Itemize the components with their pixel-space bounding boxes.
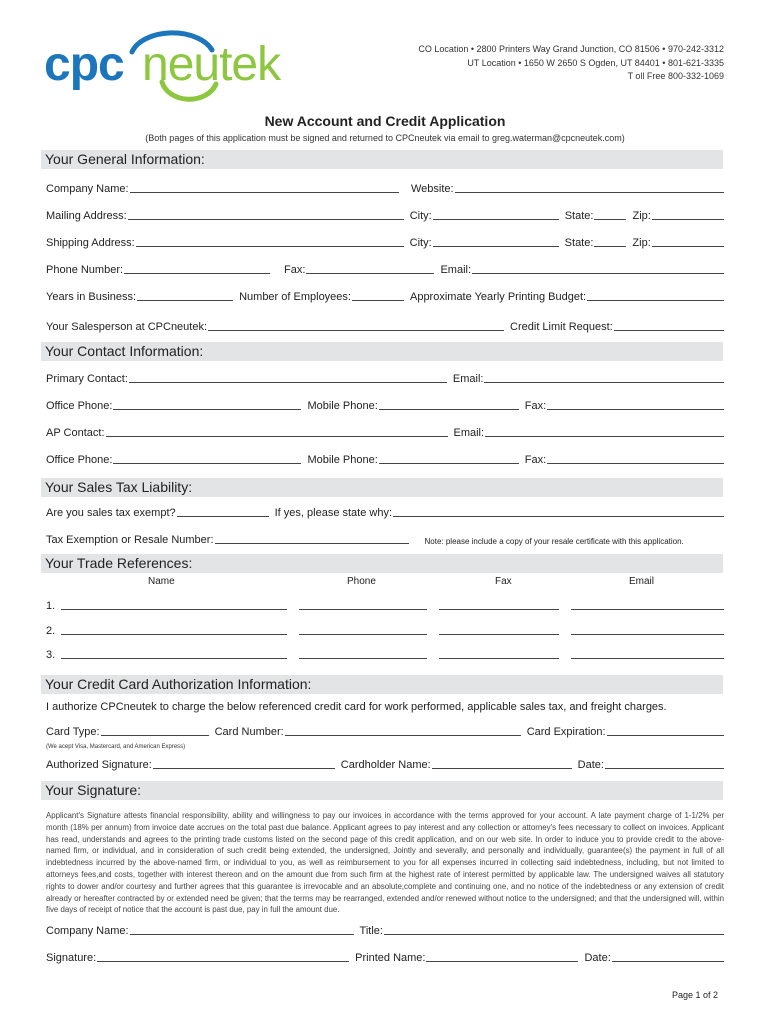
row-signature — [46, 952, 724, 964]
email-field[interactable] — [485, 436, 724, 437]
column-email: Email — [629, 576, 655, 587]
printing-budget-label: Approximate Yearly Printing Budget: — [409, 291, 587, 303]
reference-name-field[interactable] — [61, 609, 287, 610]
authorized-signature-field[interactable] — [153, 768, 335, 769]
reference-phone-field[interactable] — [299, 609, 427, 610]
company-name-label: Company Name: — [46, 925, 129, 937]
state-field[interactable] — [594, 219, 626, 220]
fax-label: Fax: — [284, 264, 306, 276]
printed-name-label: Printed Name: — [355, 952, 426, 964]
authorized-signature-label: Authorized Signature: — [46, 759, 152, 771]
number-of-employees-field[interactable] — [352, 300, 404, 301]
section-signature: Your Signature: — [41, 781, 723, 800]
mobile-phone-field[interactable] — [379, 409, 519, 410]
row-business-details — [46, 291, 724, 303]
reference-name-field[interactable] — [61, 658, 287, 659]
website-label: Website: — [410, 183, 454, 195]
reference-email-field[interactable] — [571, 609, 724, 610]
row-salesperson-credit — [46, 321, 724, 333]
reference-fax-field[interactable] — [439, 658, 559, 659]
signature-label: Signature: — [46, 952, 97, 964]
row-tax-exempt — [46, 507, 724, 519]
zip-field[interactable] — [652, 219, 724, 220]
card-number-field[interactable] — [285, 735, 521, 736]
row-card-details — [46, 726, 724, 738]
page-title: New Account and Credit Application — [264, 113, 506, 129]
card-type-label: Card Type: — [46, 726, 100, 738]
state-label: State: — [564, 210, 594, 222]
salesperson-label: Your Salesperson at CPCneutek: — [46, 321, 208, 333]
date-field[interactable] — [612, 961, 724, 962]
ap-contact-field[interactable] — [106, 436, 448, 437]
website-field[interactable] — [455, 192, 724, 193]
card-number-label: Card Number: — [214, 726, 284, 738]
tax-exempt-label: Are you sales tax exempt? — [46, 507, 176, 519]
signature-field[interactable] — [97, 961, 349, 962]
row-authorized-signature — [46, 759, 724, 771]
mailing-address-label: Mailing Address: — [46, 210, 127, 222]
column-fax: Fax — [495, 576, 512, 587]
row-company-title — [46, 925, 724, 937]
exemption-number-field[interactable] — [215, 543, 409, 544]
state-label: State: — [564, 237, 594, 249]
date-label: Date: — [577, 759, 604, 771]
years-in-business-field[interactable] — [137, 300, 233, 301]
row-number: 1. — [46, 600, 56, 612]
zip-field[interactable] — [652, 246, 724, 247]
primary-contact-label: Primary Contact: — [46, 373, 128, 385]
reference-email-field[interactable] — [571, 634, 724, 635]
title-label: Title: — [359, 925, 383, 937]
if-yes-label: If yes, please state why: — [274, 507, 393, 519]
phone-number-field[interactable] — [124, 273, 270, 274]
section-sales-tax: Your Sales Tax Liability: — [41, 478, 723, 497]
cpcneutek-logo — [44, 22, 314, 106]
email-field[interactable] — [472, 273, 724, 274]
reference-phone-field[interactable] — [299, 634, 427, 635]
office-phone-field[interactable] — [113, 409, 301, 410]
reference-name-field[interactable] — [61, 634, 287, 635]
fax-label: Fax: — [524, 454, 547, 466]
trade-reference-row — [46, 649, 724, 661]
state-field[interactable] — [594, 246, 626, 247]
section-trade-references: Your Trade References: — [41, 554, 723, 573]
section-general-information: Your General Information: — [41, 150, 723, 169]
title-field[interactable] — [384, 934, 724, 935]
cardholder-name-field[interactable] — [432, 768, 572, 769]
trade-reference-row — [46, 600, 724, 612]
credit-limit-field[interactable] — [614, 330, 724, 331]
zip-label: Zip: — [632, 210, 651, 222]
ut-location-line: UT Location • 1650 W 2650 S Ogden, UT 84401 • 801-621-3335 — [467, 57, 724, 68]
email-label: Email: — [453, 427, 485, 439]
page-number: Page 1 of 2 — [671, 990, 718, 1000]
row-number: 3. — [46, 649, 56, 661]
office-phone-label: Office Phone: — [46, 454, 113, 466]
city-field[interactable] — [433, 219, 559, 220]
svg-text:neutek: neutek — [142, 38, 281, 91]
address-block — [418, 43, 724, 84]
trade-reference-row — [46, 625, 724, 637]
mobile-phone-label: Mobile Phone: — [307, 400, 378, 412]
cardholder-name-label: Cardholder Name: — [340, 759, 431, 771]
column-phone: Phone — [347, 576, 376, 587]
email-label: Email: — [440, 264, 472, 276]
row-company-website — [46, 183, 724, 195]
ap-contact-label: AP Contact: — [46, 427, 105, 439]
authorize-text: I authorize CPCneutek to charge the below referenced credit card for work performed, applicable sales tax, and freight charges. — [46, 701, 667, 713]
row-number: 2. — [46, 625, 56, 637]
row-ap-contact — [46, 427, 724, 439]
printed-name-field[interactable] — [426, 961, 578, 962]
reference-phone-field[interactable] — [299, 658, 427, 659]
card-expiration-label: Card Expiration: — [526, 726, 606, 738]
tax-exempt-field[interactable] — [177, 516, 269, 517]
row-office-mobile-fax — [46, 400, 724, 412]
zip-label: Zip: — [632, 237, 651, 249]
fax-label: Fax: — [524, 400, 547, 412]
city-label: City: — [409, 210, 432, 222]
salesperson-field[interactable] — [208, 330, 504, 331]
shipping-address-label: Shipping Address: — [46, 237, 135, 249]
card-type-field[interactable] — [101, 735, 209, 736]
mobile-phone-label: Mobile Phone: — [307, 454, 378, 466]
exemption-number-label: Tax Exemption or Resale Number: — [46, 534, 214, 546]
fax-field[interactable] — [547, 463, 724, 464]
fax-field[interactable] — [306, 273, 434, 274]
printing-budget-field[interactable] — [587, 300, 724, 301]
company-name-field[interactable] — [130, 192, 399, 193]
email-label: Email: — [452, 373, 484, 385]
credit-limit-label: Credit Limit Request: — [510, 321, 613, 333]
city-label: City: — [409, 237, 432, 249]
reference-fax-field[interactable] — [439, 609, 559, 610]
page-subtitle: (Both pages of this application must be signed and returned to CPCneutek via email to greg.waterman@cpcneutek.com) — [145, 133, 625, 143]
years-in-business-label: Years in Business: — [46, 291, 137, 303]
number-of-employees-label: Number of Employees: — [239, 291, 351, 303]
city-field[interactable] — [433, 246, 559, 247]
resale-certificate-note: Note: please include a copy of your resale certificate with this application. — [424, 537, 684, 546]
email-field[interactable] — [484, 382, 724, 383]
reference-fax-field[interactable] — [439, 634, 559, 635]
row-shipping-address — [46, 237, 724, 249]
if-yes-field[interactable] — [393, 516, 724, 517]
office-phone-label: Office Phone: — [46, 400, 113, 412]
svg-text:cpc: cpc — [44, 38, 124, 91]
company-name-label: Company Name: — [46, 183, 129, 195]
toll-free-line: T oll Free 800-332-1069 — [627, 71, 724, 81]
phone-number-label: Phone Number: — [46, 264, 124, 276]
co-location-line: CO Location • 2800 Printers Way Grand Junction, CO 81506 • 970-242-3312 — [418, 44, 724, 54]
row-office-mobile-fax-2 — [46, 454, 724, 466]
reference-email-field[interactable] — [571, 658, 724, 659]
terms-paragraph: Applicant's Signature attests financial responsibility, ability and willingness to pay our invoices in accordance with the terms approved for your account. A late payment charge of 1-1/2% per month (18% per annum) from invoice date accrues on the total past due balance. Applicant agrees to pay interest and any collection or attorney's fees necessary to collect on invoices. Applicant has read, understands and agrees to the printing trade customs listed on the second page of this credit application, and on our web site. In order to induce you to provide credit to the above-named firm, or individual, and in consideration of such credit being extended, the undersigned, Jointly and severally, and personally and individually, guarantee(s) the payment in full of all indebtedness incurred by the above-named firm, or individual to you, as well as reimbursement to you for all expenses incurred in collecting said indebtedness, including, but not limited to attorneys fees,and costs, together with interest thereon and on the amount due from such firm at the highest rate of interest permitted by applicable law. The undersigned waives all statutory rights to dower and/or courtesy and further agrees that this guarantee is irrevocable and an absolute,complete and continuing one, and no notice of the indebtedness or any extension of credit already or hereafter contracted by or extended need be given; that the terms may be rearranged, extended and/or renewed without notice to the undersigned; and that the undersigned will, within five days of receipt of notice that the account is past due, pay in full the amount due. — [46, 811, 724, 915]
mobile-phone-field[interactable] — [379, 463, 519, 464]
authorize-statement — [46, 701, 724, 713]
fax-field[interactable] — [547, 409, 724, 410]
date-field[interactable] — [605, 768, 724, 769]
row-phone-fax-email — [46, 264, 724, 276]
row-mailing-address — [46, 210, 724, 222]
card-expiration-field[interactable] — [607, 735, 724, 736]
primary-contact-field[interactable] — [129, 382, 447, 383]
row-exemption-number — [46, 534, 724, 546]
date-label: Date: — [584, 952, 611, 964]
accepted-cards-note: (We acept Visa, Mastercard, and American Express) — [46, 744, 186, 750]
section-credit-card: Your Credit Card Authorization Information: — [41, 675, 723, 694]
section-contact-information: Your Contact Information: — [41, 342, 723, 361]
row-primary-contact — [46, 373, 724, 385]
mailing-address-field[interactable] — [128, 219, 404, 220]
office-phone-field[interactable] — [113, 463, 301, 464]
column-name: Name — [148, 576, 175, 587]
shipping-address-field[interactable] — [136, 246, 404, 247]
company-name-field[interactable] — [130, 934, 354, 935]
